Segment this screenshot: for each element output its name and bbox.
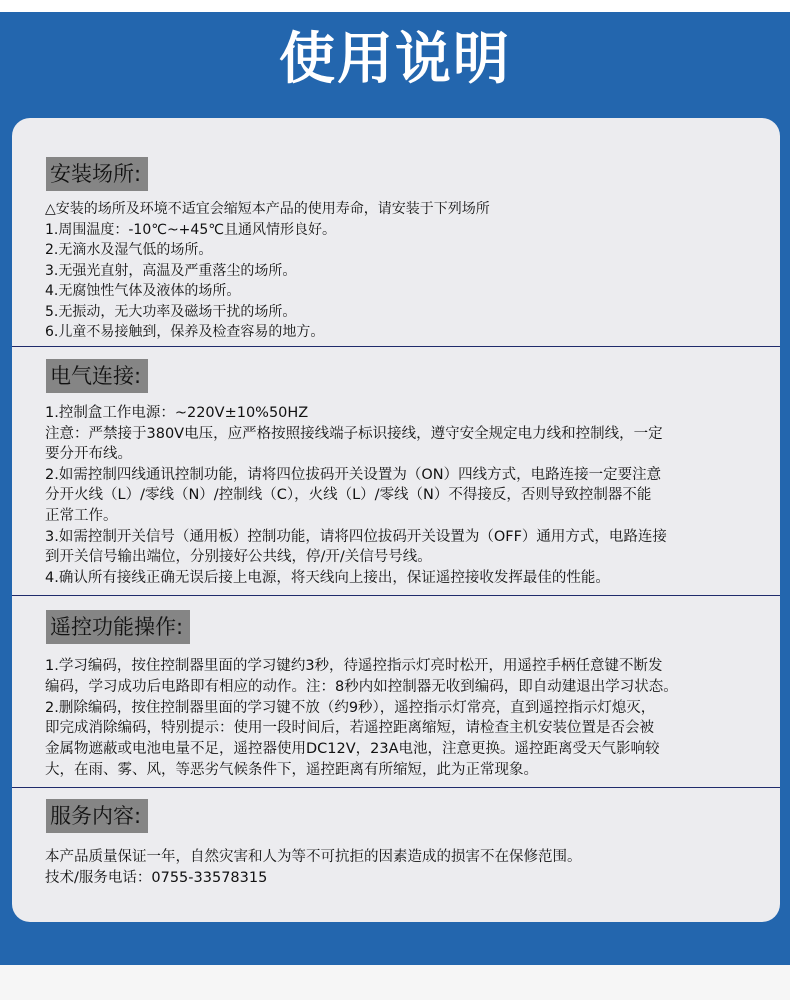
section-heading-installation: 安装场所: bbox=[46, 157, 148, 191]
list-item: 大，在雨、雾、风，等恶劣气候条件下，遥控距离有所缩短，此为正常现象。 bbox=[45, 761, 538, 778]
list-item: 5.无振动，无大功率及磁场干扰的场所。 bbox=[45, 303, 297, 320]
list-item: 金属物遮蔽或电池电量不足，遥控器使用DC12V，23A电池，注意更换。遥控距离受天气影响较 bbox=[45, 741, 660, 758]
bottom-strip bbox=[0, 965, 790, 1000]
list-item: 到开关信号输出端位，分别接好公共线，停/开/关信号号线。 bbox=[45, 549, 432, 566]
list-item: 2.无滴水及湿气低的场所。 bbox=[45, 242, 213, 258]
section-divider bbox=[12, 787, 780, 788]
section-heading-service: 服务内容: bbox=[46, 799, 148, 833]
page-title: 使用说明 bbox=[279, 27, 511, 92]
service-list bbox=[45, 847, 760, 888]
list-item: 编码，学习成功后电路即有相应的动作。注：8秒内如控制器无收到编码，即自动建退出学习状态。 bbox=[45, 678, 678, 695]
remote-list bbox=[45, 656, 760, 781]
section-divider bbox=[12, 346, 780, 347]
list-item: 本产品质量保证一年，自然灾害和人为等不可抗拒的因素造成的损害不在保修范围。 bbox=[45, 849, 582, 865]
list-item: 1.周围温度：-10℃~+45℃且通风情形良好。 bbox=[45, 221, 336, 238]
electrical-list bbox=[45, 403, 760, 588]
list-item: 即完成消除编码，特别提示：使用一段时间后，若遥控距离缩短，请检查主机安装位置是否会被 bbox=[45, 720, 654, 737]
list-item: 分开火线（L）/零线（N）/控制线（C），火线（L）/零线（N）不得接反，否则导致控制器不能 bbox=[45, 487, 652, 504]
section-heading-electrical: 电气连接: bbox=[46, 359, 148, 393]
list-item: 1.控制盒工作电源：~220V±10%50HZ bbox=[45, 405, 309, 421]
list-item: 要分开布线。 bbox=[45, 446, 132, 463]
list-item: 3.无强光直射，高温及严重落尘的场所。 bbox=[45, 262, 297, 279]
list-item: 6.儿童不易接触到，保养及检查容易的地方。 bbox=[45, 324, 325, 340]
list-item: 注意：严禁接于380V电压，应严格按照接线端子标识接线，遵守安全规定电力线和控制线，一定 bbox=[45, 425, 663, 442]
list-item: 正常工作。 bbox=[45, 507, 118, 524]
list-item: 4.无腐蚀性气体及液体的场所。 bbox=[45, 283, 241, 299]
list-item: 1.学习编码，按住控制器里面的学习键约3秒，待遥控指示灯亮时松开，用遥控手柄任意键不断发 bbox=[45, 658, 663, 674]
list-item: 技术/服务电话：0755-33578315 bbox=[45, 869, 268, 886]
list-item: 2.如需控制四线通讯控制功能，请将四位拔码开关设置为（ON）四线方式，电路连接一定要注意 bbox=[45, 466, 662, 483]
section-heading-remote: 遥控功能操作: bbox=[46, 610, 190, 644]
list-item: 4.确认所有接线正确无误后接上电源，将天线向上接出，保证遥控接收发挥最佳的性能。 bbox=[45, 569, 610, 586]
installation-list bbox=[45, 199, 760, 343]
list-item: 2.删除编码，按住控制器里面的学习键不放（约9秒），遥控指示灯常亮，直到遥控指示灯熄灭， bbox=[45, 699, 656, 716]
section-divider bbox=[12, 595, 780, 596]
list-item: △安装的场所及环境不适宜会缩短本产品的使用寿命，请安装于下列场所 bbox=[45, 201, 490, 217]
list-item: 3.如需控制开关信号（通用板）控制功能，请将四位拔码开关设置为（OFF）通用方式，电路连接 bbox=[45, 528, 667, 545]
